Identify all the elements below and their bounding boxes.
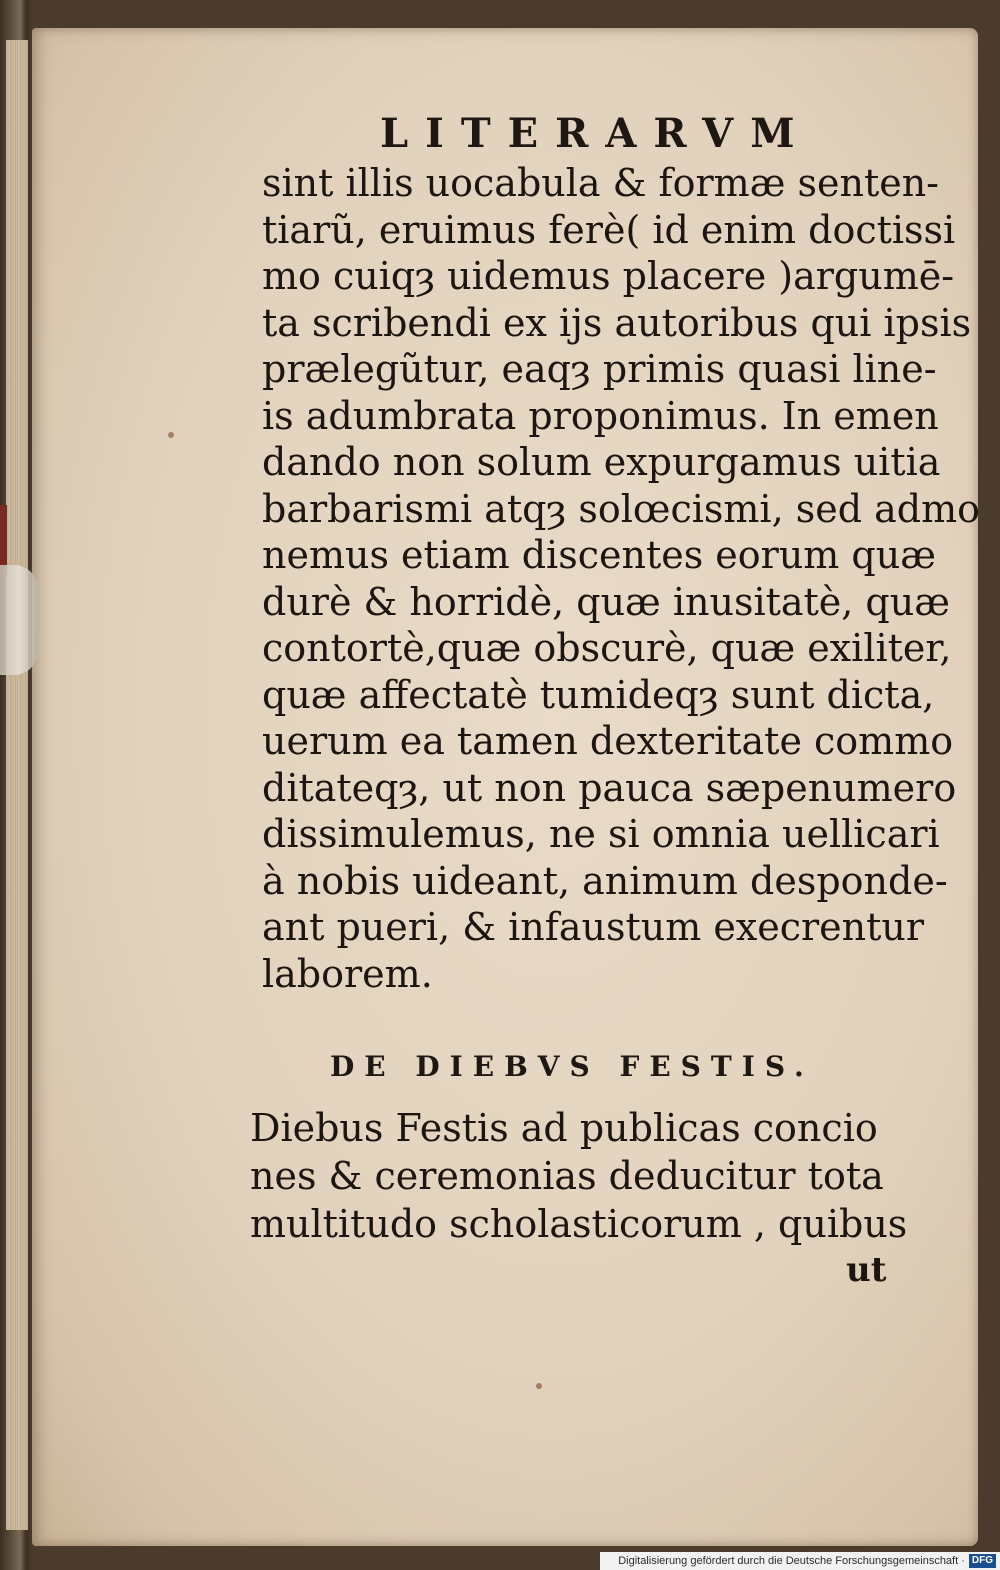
text-line: tiarũ, eruimus ferè( id enim doctissi (262, 207, 956, 252)
text-line: ant pueri, & infaustum execrentur (262, 905, 925, 949)
digitization-footer (600, 1552, 1000, 1570)
main-text-block (262, 160, 981, 997)
text-line: laborem. (262, 951, 433, 996)
text-line: multitudo scholasticorum , quibus (250, 1202, 908, 1246)
paper-speck (168, 432, 174, 438)
running-head: LITERARVM (380, 110, 812, 157)
section-heading: DE DIEBVS FESTIS. (330, 1050, 814, 1083)
text-line: sint illis uocabula & formæ senten- (262, 161, 940, 205)
text-line: Diebus Festis ad publicas concio (250, 1106, 878, 1150)
catchword: ut (846, 1250, 887, 1290)
text-line: quæ affectatè tumideqȝ sunt dicta, (262, 672, 935, 717)
footer-credit: Digitalisierung gefördert durch die Deutsche Forschungsgemeinschaft · (618, 1555, 965, 1567)
text-line: ditateqȝ, ut non pauca sæpenumero (262, 765, 957, 810)
dfg-logo: DFG (969, 1554, 996, 1568)
text-line: barbarismi atqȝ solœcismi, sed admo (262, 486, 981, 531)
text-line: uerum ea tamen dexteritate commo (262, 719, 954, 763)
text-line: prælegũtur, eaqȝ primis quasi line- (262, 347, 937, 391)
text-line: à nobis uideant, animum desponde- (262, 858, 948, 903)
page-edges (6, 40, 28, 1530)
text-line: mo cuiqȝ uidemus placere )argumē- (262, 254, 955, 298)
text-line: dando non solum expurgamus uitia (262, 440, 941, 484)
text-line: nes & ceremonias deducitur tota (250, 1154, 884, 1198)
text-line: dissimulemus, ne si omnia uellicari (262, 812, 940, 856)
text-line: is adumbrata proponimus. In emen (262, 393, 939, 438)
text-line: contortè,quæ obscurè, quæ exiliter, (262, 626, 952, 670)
section-text-block (250, 1104, 930, 1248)
paper-speck (536, 1383, 542, 1389)
page-clip (0, 565, 38, 675)
text-line: durè & horridè, quæ inusitatè, quæ (262, 579, 950, 624)
text-line: ta scribendi ex ijs autoribus qui ipsis (262, 300, 972, 345)
text-line: nemus etiam discentes eorum quæ (262, 533, 936, 577)
